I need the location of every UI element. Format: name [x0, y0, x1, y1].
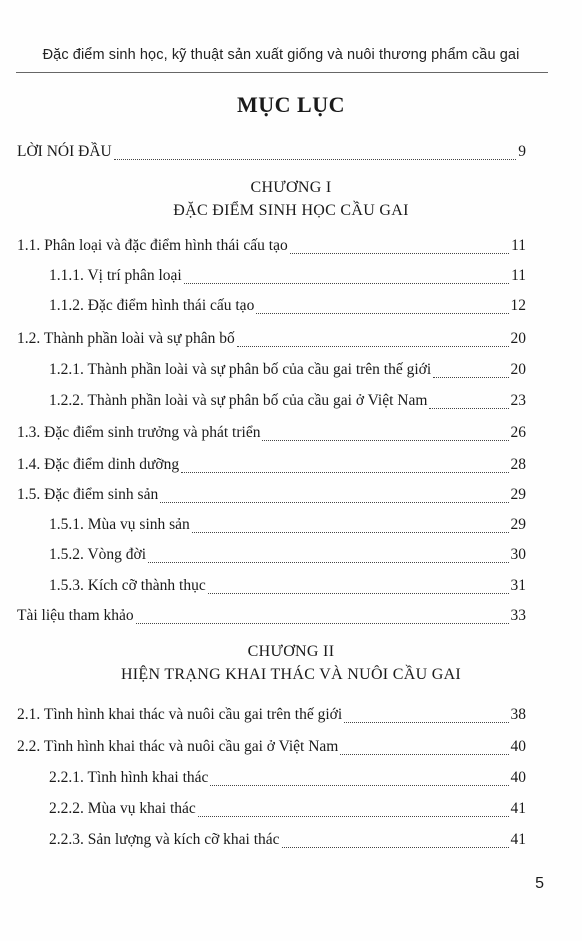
toc-entry-label: 2.2.2. Mùa vụ khai thác	[49, 800, 196, 817]
toc-entry[interactable]	[49, 297, 526, 319]
page-number: 5	[535, 875, 544, 892]
toc-entry-page: 12	[510, 297, 526, 314]
toc-entry-label: Tài liệu tham khảo	[17, 607, 134, 624]
toc-entry[interactable]	[17, 706, 526, 728]
toc-entry-label: LỜI NÓI ĐẦU	[17, 143, 112, 160]
toc-entry-page: 9	[518, 143, 526, 160]
dot-leader	[282, 846, 509, 848]
header-rule	[16, 72, 548, 73]
toc-entry-preface[interactable]	[17, 143, 526, 165]
toc-entry[interactable]	[17, 237, 526, 259]
toc-entry-page: 41	[510, 800, 526, 817]
toc-entry[interactable]	[49, 516, 526, 538]
toc-entry-label: 1.5.3. Kích cỡ thành thục	[49, 577, 206, 594]
toc-entry[interactable]	[49, 577, 526, 599]
running-header: Đặc điểm sinh học, kỹ thuật sản xuất giống và nuôi thương phẩm cầu gai	[42, 47, 520, 63]
toc-entry-page: 33	[510, 607, 526, 624]
dot-leader	[114, 158, 517, 160]
toc-entry-label: 2.2. Tình hình khai thác và nuôi cầu gai ở Việt Nam	[17, 738, 339, 755]
toc-entry-page: 23	[510, 392, 526, 409]
toc-entry-page: 11	[511, 267, 526, 284]
toc-entry-label: 1.2.2. Thành phần loài và sự phân bố của cầu gai ở Việt Nam	[49, 392, 428, 409]
toc-entry-page: 11	[511, 237, 526, 254]
toc-entry[interactable]	[49, 267, 526, 289]
toc-entry[interactable]	[17, 486, 526, 508]
toc-entry-page: 41	[510, 831, 526, 848]
dot-leader	[290, 252, 509, 254]
dot-leader	[184, 282, 509, 284]
toc-entry-label: 1.3. Đặc điểm sinh trưởng và phát triển	[17, 424, 261, 441]
chapter-number: CHƯƠNG II	[247, 643, 335, 660]
dot-leader	[256, 312, 508, 314]
toc-entry-label: 1.2.1. Thành phần loài và sự phân bố của cầu gai trên thế giới	[49, 361, 432, 378]
dot-leader	[237, 345, 509, 347]
chapter-number: CHƯƠNG I	[250, 179, 332, 196]
toc-entry-label: 1.5. Đặc điểm sinh sản	[17, 486, 159, 503]
toc-entry[interactable]	[49, 831, 526, 853]
toc-entry[interactable]	[49, 392, 526, 414]
chapter-title: HIỆN TRẠNG KHAI THÁC VÀ NUÔI CẦU GAI	[120, 666, 462, 683]
dot-leader	[208, 592, 509, 594]
toc-entry-label: 1.1.2. Đặc điểm hình thái cấu tạo	[49, 297, 255, 314]
chapter-title: ĐẶC ĐIỂM SINH HỌC CẦU GAI	[173, 202, 409, 219]
toc-entry-page: 20	[510, 361, 526, 378]
toc-entry-label: 1.5.1. Mùa vụ sinh sản	[49, 516, 190, 533]
toc-entry[interactable]	[17, 424, 526, 446]
toc-entry-label: 2.2.3. Sản lượng và kích cỡ khai thác	[49, 831, 280, 848]
dot-leader	[181, 471, 508, 473]
dot-leader	[210, 784, 508, 786]
toc-entry-page: 29	[510, 486, 526, 503]
dot-leader	[148, 561, 508, 563]
toc-entry-label: 1.1. Phân loại và đặc điểm hình thái cấu tạo	[17, 237, 288, 254]
dot-leader	[433, 376, 508, 378]
dot-leader	[198, 815, 509, 817]
toc-entry-label: 2.2.1. Tình hình khai thác	[49, 769, 209, 786]
toc-entry[interactable]	[17, 456, 526, 478]
toc-entry-label: 1.4. Đặc điểm dinh dưỡng	[17, 456, 180, 473]
toc-entry-label: 1.2. Thành phần loài và sự phân bố	[17, 330, 235, 347]
dot-leader	[429, 407, 508, 409]
toc-entry-references[interactable]	[17, 607, 526, 629]
toc-entry-page: 26	[510, 424, 526, 441]
toc-entry-page: 20	[510, 330, 526, 347]
toc-entry-label: 1.5.2. Vòng đời	[49, 546, 147, 563]
toc-entry-label: 2.1. Tình hình khai thác và nuôi cầu gai trên thế giới	[17, 706, 343, 723]
dot-leader	[192, 531, 509, 533]
toc-entry-label: 1.1.1. Vị trí phân loại	[49, 267, 182, 284]
toc-entry-page: 30	[510, 546, 526, 563]
toc-entry[interactable]	[49, 800, 526, 822]
toc-entry[interactable]	[49, 361, 526, 383]
dot-leader	[344, 721, 508, 723]
toc-entry-page: 40	[510, 738, 526, 755]
dot-leader	[262, 439, 508, 441]
toc-entry[interactable]	[17, 330, 526, 352]
toc-entry[interactable]	[17, 738, 526, 760]
toc-entry-page: 29	[510, 516, 526, 533]
toc-entry-page: 28	[510, 456, 526, 473]
toc-entry-page: 40	[510, 769, 526, 786]
toc-entry-page: 38	[510, 706, 526, 723]
toc-entry[interactable]	[49, 769, 526, 791]
toc-entry[interactable]	[49, 546, 526, 568]
dot-leader	[340, 753, 508, 755]
toc-entry-page: 31	[510, 577, 526, 594]
dot-leader	[136, 622, 509, 624]
dot-leader	[160, 501, 508, 503]
toc-title: MỤC LỤC	[237, 92, 345, 117]
